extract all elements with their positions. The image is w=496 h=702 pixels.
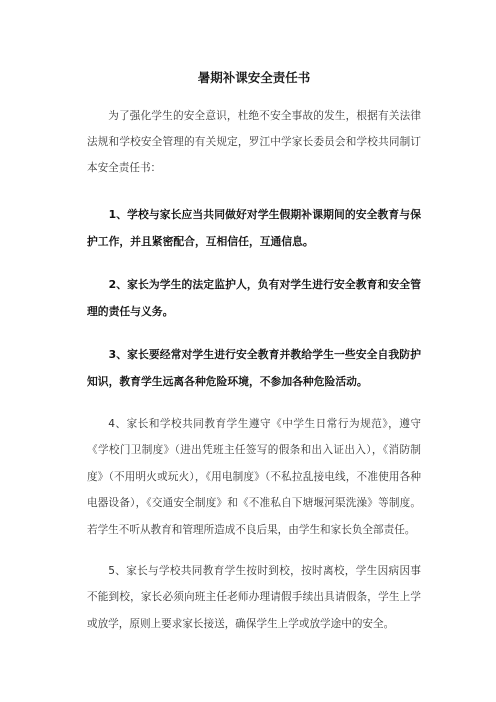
document-title: 暑期补课安全责任书 (197, 70, 311, 85)
clause-1: 1、学校与家长应当共同做好对学生假期补课期间的安全教育与保护工作，并且紧密配合，互相信任，互通信息。 (87, 208, 421, 248)
document-page (87, 68, 421, 652)
clause-5: 5、家长与学校共同教育学生按时到校，按时离校，学生因病因事不能到校，家长必须向班主任老师办理请假手续出具请假条，学生上学或放学，原则上要求家长接送，确保学生上学或放学途中的安全。 (87, 565, 421, 630)
clause-2: 2、家长为学生的法定监护人，负有对学生进行安全教育和安全管理的责任与义务。 (87, 278, 421, 318)
intro-paragraph: 为了强化学生的安全意识，杜绝不安全事故的发生，根据有关法律法规和学校安全管理的有关规定，罗江中学家长委员会和学校共同制订本安全责任书： (87, 110, 421, 174)
clause-4: 4、家长和学校共同教育学生遵守《中学生日常行为规范》，遵守《学校门卫制度》（进出凭班主任签写的假条和出入证出入），《消防制度》（不用明火或玩火），《用电制度》（不私拉乱接电线，不准使用各种电器设备），《交通安全制度》和《不准私自下塘堰河渠洗澡》等制度。若学生不听从教育和管理所造成不良后果，由学生和家长负全部责任。 (87, 418, 421, 536)
clause-3: 3、家长要经常对学生进行安全教育并教给学生一些安全自我防护知识，教育学生远离各种危险环境，不参加各种危险活动。 (87, 348, 421, 388)
